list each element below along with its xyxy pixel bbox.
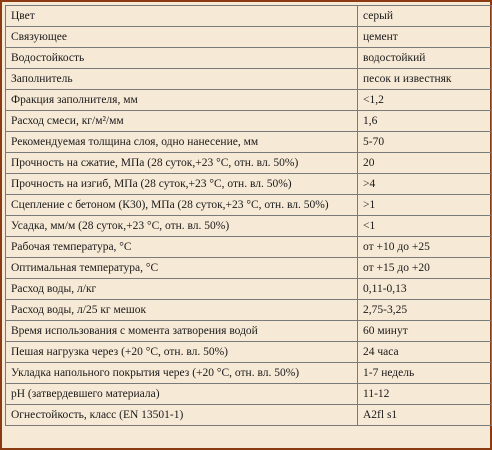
param-cell: Оптимальная температура, °С [6, 258, 358, 279]
value-cell: от +15 до +20 [358, 258, 492, 279]
table-row [6, 363, 492, 384]
value-cell: 20 [358, 153, 492, 174]
param-cell: Прочность на сжатие, МПа (28 суток,+23 °С, отн. вл. 50%) [6, 153, 358, 174]
table-row [6, 132, 492, 153]
value-cell: >4 [358, 174, 492, 195]
value-cell: песок и известняк [358, 69, 492, 90]
value-cell: 5-70 [358, 132, 492, 153]
table-row [6, 279, 492, 300]
value-cell: цемент [358, 27, 492, 48]
param-cell: Рабочая температура, °С [6, 237, 358, 258]
param-cell: Связующее [6, 27, 358, 48]
param-cell: Расход смеси, кг/м²/мм [6, 111, 358, 132]
param-cell: Расход воды, л/25 кг мешок [6, 300, 358, 321]
value-cell: 60 минут [358, 321, 492, 342]
table-row [6, 258, 492, 279]
param-cell: Время использования с момента затворения водой [6, 321, 358, 342]
table-row [6, 216, 492, 237]
value-cell: 2,75-3,25 [358, 300, 492, 321]
param-cell: Заполнитель [6, 69, 358, 90]
value-cell: 1,6 [358, 111, 492, 132]
table-row [6, 27, 492, 48]
param-cell: Фракция заполнителя, мм [6, 90, 358, 111]
value-cell: 1-7 недель [358, 363, 492, 384]
param-cell: Пешая нагрузка через (+20 °С, отн. вл. 50%) [6, 342, 358, 363]
param-cell: Водостойкость [6, 48, 358, 69]
param-cell: Расход воды, л/кг [6, 279, 358, 300]
table-row [6, 384, 492, 405]
param-cell: Сцепление с бетоном (К30), МПа (28 суток,+23 °С, отн. вл. 50%) [6, 195, 358, 216]
value-cell: от +10 до +25 [358, 237, 492, 258]
value-cell: <1 [358, 216, 492, 237]
value-cell: A2fl s1 [358, 405, 492, 426]
value-cell: 11-12 [358, 384, 492, 405]
param-cell: pH (затвердевшего материала) [6, 384, 358, 405]
table-row [6, 69, 492, 90]
table-row [6, 321, 492, 342]
table-row [6, 237, 492, 258]
value-cell: 0,11-0,13 [358, 279, 492, 300]
table-row [6, 111, 492, 132]
table-row [6, 195, 492, 216]
value-cell: водостойкий [358, 48, 492, 69]
table-row [6, 90, 492, 111]
param-cell: Укладка напольного покрытия через (+20 °С, отн. вл. 50%) [6, 363, 358, 384]
table-row [6, 342, 492, 363]
table-row [6, 153, 492, 174]
param-cell: Рекомендуемая толщина слоя, одно нанесение, мм [6, 132, 358, 153]
specifications-table [5, 5, 492, 426]
table-row [6, 174, 492, 195]
value-cell: 24 часа [358, 342, 492, 363]
table-row [6, 405, 492, 426]
table-row [6, 6, 492, 27]
table-row [6, 300, 492, 321]
param-cell: Огнестойкость, класс (EN 13501-1) [6, 405, 358, 426]
param-cell: Цвет [6, 6, 358, 27]
value-cell: <1,2 [358, 90, 492, 111]
param-cell: Прочность на изгиб, МПа (28 суток,+23 °С, отн. вл. 50%) [6, 174, 358, 195]
value-cell: серый [358, 6, 492, 27]
table-row [6, 48, 492, 69]
param-cell: Усадка, мм/м (28 суток,+23 °С, отн. вл. 50%) [6, 216, 358, 237]
value-cell: >1 [358, 195, 492, 216]
